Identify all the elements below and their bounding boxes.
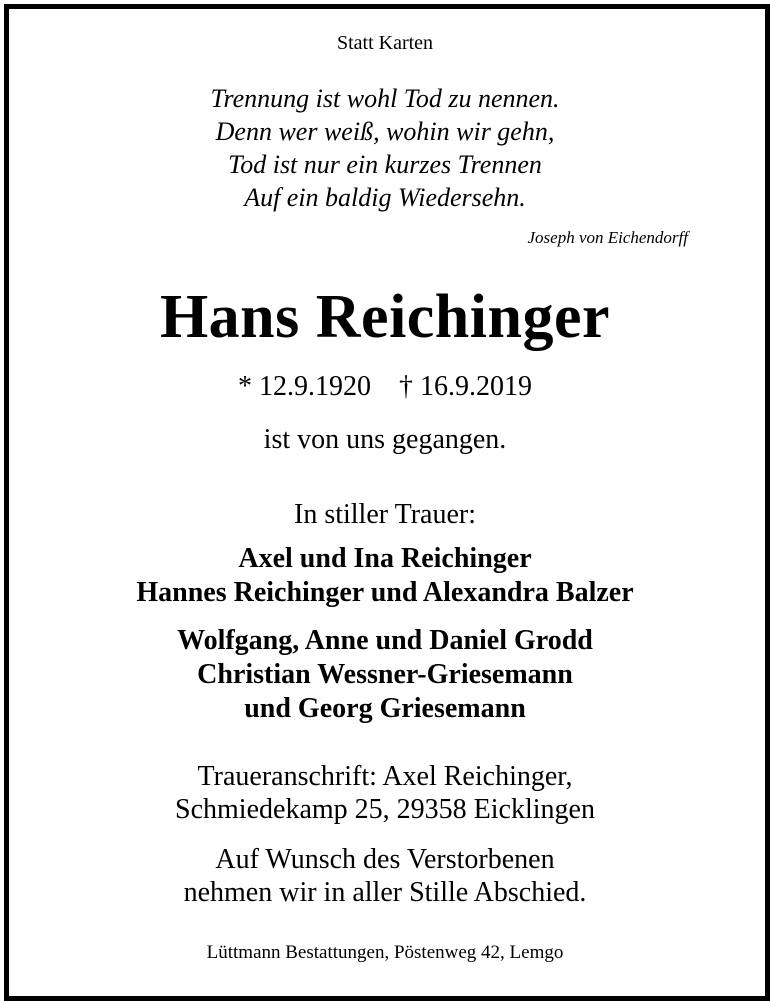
poem-line-4: Auf ein baldig Wiedersehn. — [244, 183, 526, 212]
undertaker-info: Lüttmann Bestattungen, Pöstenweg 42, Lemgo — [206, 942, 564, 963]
life-dates — [0, 371, 770, 403]
address-line-1: Traueranschrift: Axel Reichinger, — [197, 761, 573, 792]
deceased-name: Hans Reichinger — [159, 283, 611, 351]
passed-text: ist von uns gegangen. — [263, 424, 507, 455]
cross-icon: † — [399, 371, 413, 402]
poem-line-2: Denn wer weiß, wohin wir gehn, — [215, 117, 555, 146]
poem-line-1: Trennung ist wohl Tod zu nennen. — [210, 84, 560, 113]
birth-date: 12.9.1920 — [259, 371, 371, 402]
mourner-line: Wolfgang, Anne und Daniel Grodd — [177, 625, 593, 656]
mourner-line: und Georg Griesemann — [244, 693, 526, 724]
mourner-line: Axel und Ina Reichinger — [238, 543, 532, 574]
birth-symbol: * — [238, 371, 252, 402]
mourner-line: Hannes Reichinger und Alexandra Balzer — [136, 577, 634, 608]
death-date: 16.9.2019 — [420, 371, 532, 402]
poem-line-3: Tod ist nur ein kurzes Trennen — [228, 150, 542, 179]
wish-line-1: Auf Wunsch des Verstorbenen — [215, 844, 555, 875]
mourners-heading: In stiller Trauer: — [294, 499, 476, 530]
intro-text: Statt Karten — [336, 32, 434, 54]
wish-line-2: nehmen wir in aller Stille Abschied. — [183, 877, 587, 908]
mourner-line: Christian Wessner-Griesemann — [197, 659, 573, 690]
poem-author: Joseph von Eichendorff — [527, 228, 688, 247]
address-line-2: Schmiedekamp 25, 29358 Eicklingen — [175, 794, 595, 825]
